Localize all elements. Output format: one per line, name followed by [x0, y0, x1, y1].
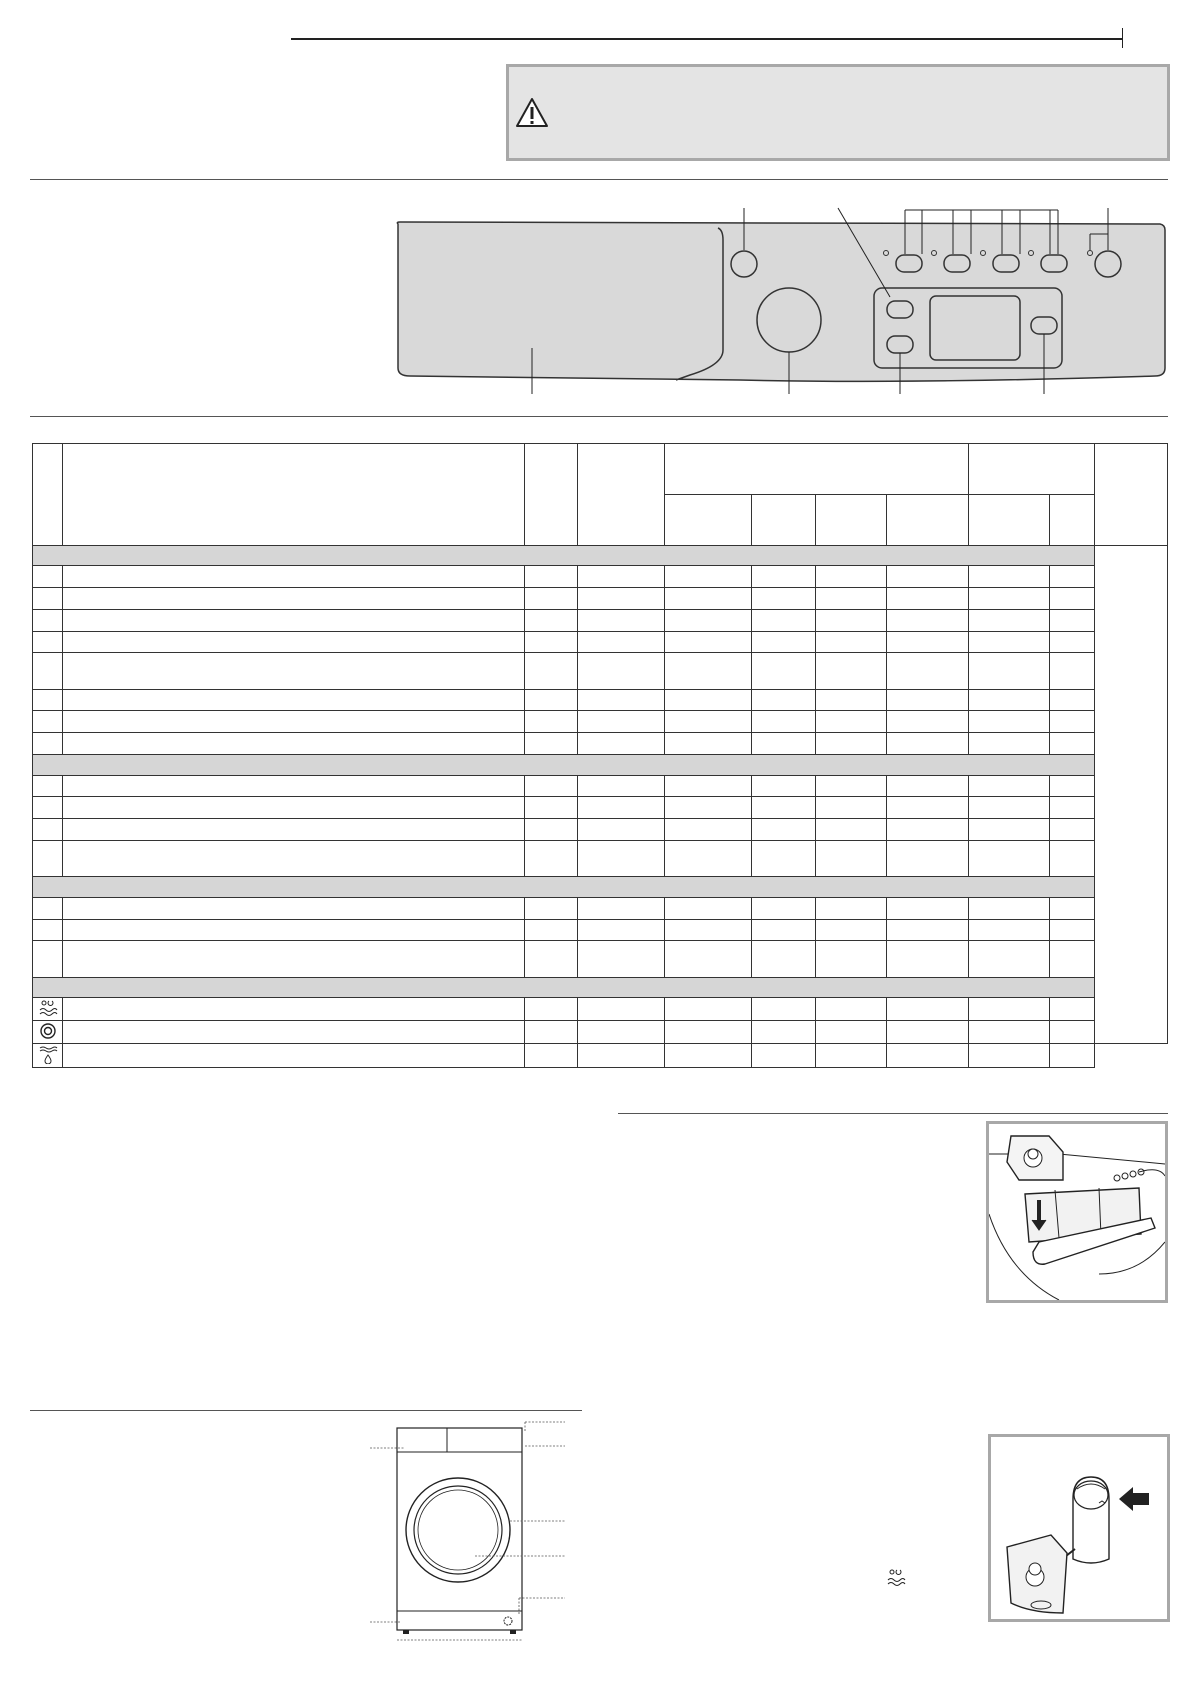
table-row: [33, 897, 1168, 919]
table-row: [33, 819, 1168, 841]
programme-table: [32, 443, 1168, 1068]
top-rule-tick: [1122, 28, 1123, 48]
table-row: [33, 588, 1168, 610]
detergent-drawer-figure: [986, 1121, 1168, 1303]
table-section-header: [33, 545, 1168, 566]
control-panel-diagram: [390, 200, 1170, 400]
table-row: [33, 689, 1168, 711]
spin-drain-icon: [39, 1022, 57, 1040]
section-rule-2: [30, 416, 1168, 417]
table-row: [33, 797, 1168, 819]
table-row: [33, 1044, 1168, 1068]
table-section-header: [33, 754, 1168, 775]
water-drop-icon: [38, 1045, 58, 1064]
table-row: [33, 1021, 1168, 1044]
rinse-spin-icon: [886, 1568, 906, 1588]
table-row: [33, 653, 1168, 689]
table-row: [33, 609, 1168, 631]
table-row: [33, 998, 1168, 1021]
table-row: [33, 566, 1168, 588]
softener-cap-figure: [988, 1434, 1170, 1622]
table-row: [33, 941, 1168, 977]
section-rule-3: [618, 1113, 1168, 1114]
warning-box: [506, 64, 1170, 161]
table-row: [33, 919, 1168, 941]
table-row: [33, 775, 1168, 797]
table-header-row-1: [33, 444, 1168, 495]
washing-machine-front-figure: [370, 1418, 570, 1643]
rinse-spin-icon: [38, 999, 58, 1017]
table-row: [33, 711, 1168, 733]
table-row: [33, 631, 1168, 653]
warning-triangle-icon: [515, 97, 549, 129]
table-row: [33, 733, 1168, 755]
top-rule: [291, 38, 1123, 40]
table-section-header: [33, 877, 1168, 898]
table-row: [33, 840, 1168, 876]
section-rule-4: [30, 1410, 582, 1411]
section-rule-1: [30, 179, 1168, 180]
table-section-header: [33, 977, 1168, 998]
